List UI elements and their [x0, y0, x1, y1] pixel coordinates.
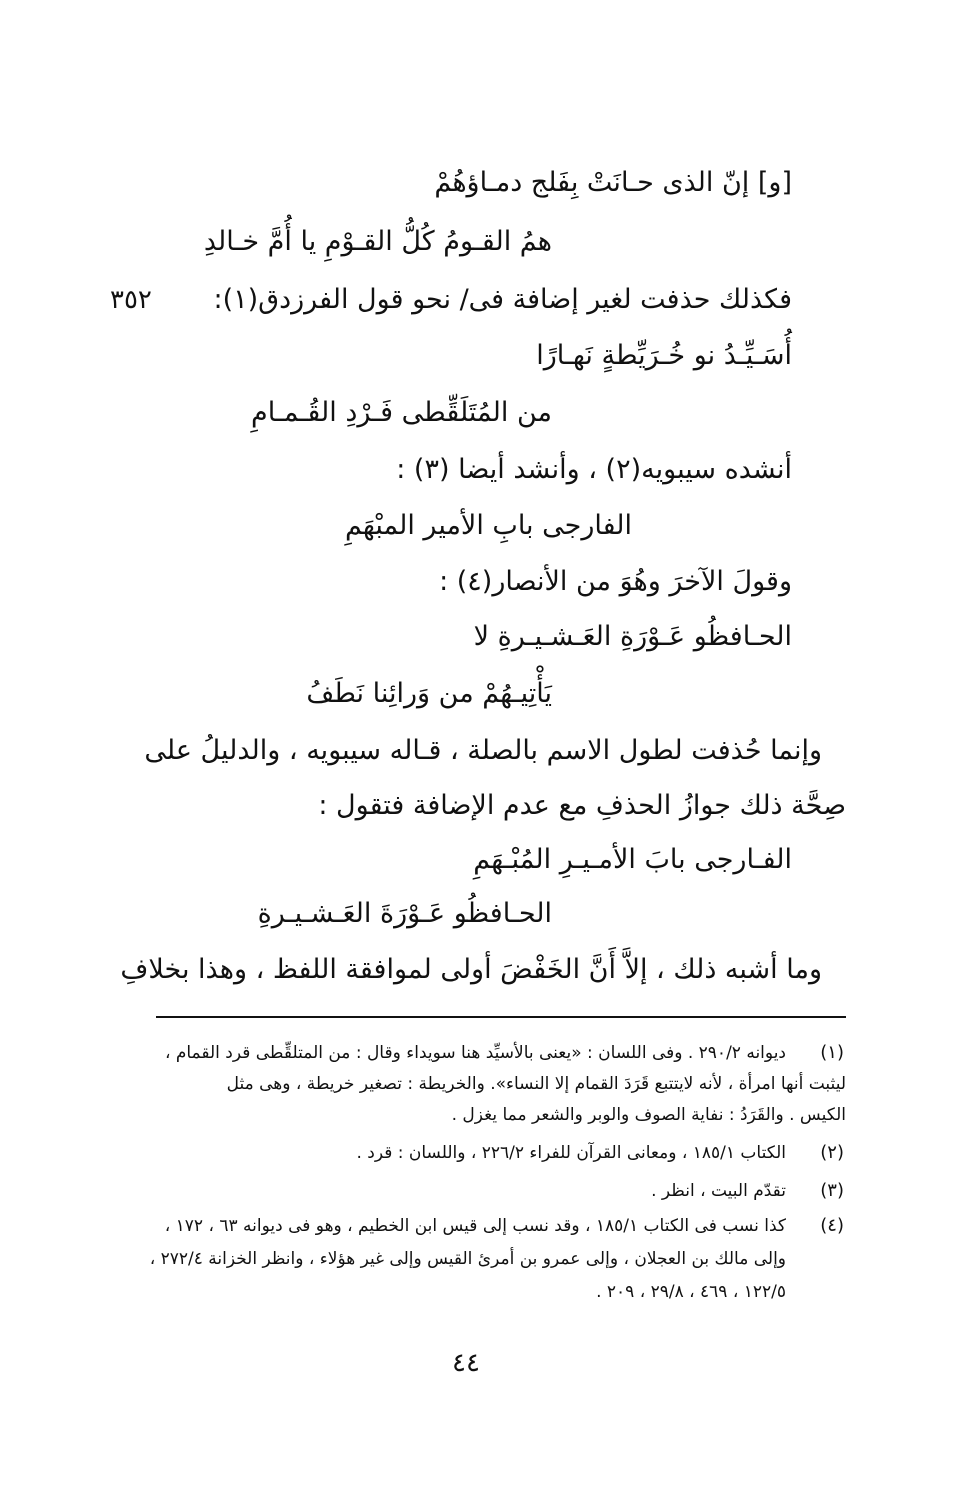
verse-line: أُسَـيِّـدُ نو خُـرَيِّطةٍ نَهـارًا [536, 340, 792, 371]
verse-line: الحـافظُو عَـوْرَةِ العَـشـيـرةِ لا [473, 621, 792, 652]
page-number: ٤٤ [452, 1348, 480, 1378]
verse-line: من المُتَلَقِّطى فَـرْدِ القُـمـامِ [251, 397, 552, 428]
prose-line: أنشده سيبويه(٢) ، وأنشد أيضا (٣) : [396, 454, 792, 485]
footnote-line: وإلى مالك بن العجلان ، وإلى عمرو بن أمرئ القيس وإلى غير هؤلاء ، وانظر الخزانة ٢٧٢/٤ ، [149, 1249, 786, 1269]
footnote-number: (٤) [820, 1215, 844, 1236]
verse-line: الحـافظُو عَـوْرَةَ العَـشـيـرةِ [257, 898, 552, 929]
footnote-line: تقدّم البيت ، انظر . [651, 1181, 786, 1201]
footnote-line: الكتاب ١٨٥/١ ، ومعانى القرآن للفراء ٢٢٦/٢ ، واللسان : قرد . [356, 1143, 786, 1163]
prose-line: وما أشبه ذلك ، إلاَّ أَنَّ الخَفْضَ أولى لموافقة اللفظ ، وهذا بخلافِ [120, 954, 822, 985]
footnote-number: (٣) [820, 1180, 844, 1201]
verse-line: الفارجى بابِ الأمير المبْهَمِ [344, 510, 632, 541]
margin-page-reference: ٣٥٢ [110, 285, 152, 315]
verse-line: همُ القـومُ كُلُّ القـوْمِ يا أُمَّ خـالدِ [203, 226, 552, 257]
footnote-number: (٢) [820, 1142, 844, 1163]
prose-line: فكذلك حذفت لغير إضافة فى/ نحو قول الفرزدق(١): [213, 284, 792, 315]
verse-line: [و] إنّ الذى حـانَتْ بِفَلج دمـاؤهُمْ [434, 167, 792, 198]
prose-line: صِحَّة ذلك جوازُ الحذفِ مع عدم الإضافة فتقول : [318, 790, 846, 821]
verse-line: يَأْتِيـهُمْ من وَرائِنا نَطَفُ [306, 678, 552, 709]
footnote-line: ليثبت أنها امرأة ، لأنه لايتتبع قَرَدَ القمام إلا النساء». والخريطة : تصغير خريطة ، وهى مثل [226, 1074, 846, 1094]
prose-line: وإنما حُذفت لطول الاسم بالصلة ، قـاله سيبويه ، والدليلُ على [144, 735, 822, 766]
footnote-line: ديوانه ٢٩٠/٢ . وفى اللسان : «يعنى بالأسيِّد هنا سويداء وقال : من المتلقِّطى قرد القمام ، [164, 1043, 786, 1063]
footnote-separator [156, 1016, 846, 1018]
footnote-line: كذا نسب فى الكتاب ١٨٥/١ ، وقد نسب إلى قيس ابن الخطيم ، وهو فى ديوانه ٦٣ ، ١٧٢ ، [164, 1216, 786, 1236]
footnote-line: ١٢٢/٥ ، ٤٦٩ ، ٢٩/٨ ، ٢٠٩ . [596, 1282, 786, 1302]
verse-line: الفـارجى بابَ الأمـيـرِ المُبْـهَمِ [473, 844, 792, 875]
footnote-line: الكيس . والقَرَدُ : نفاية الصوف والوبر والشعر مما يغزل . [451, 1105, 846, 1125]
footnote-number: (١) [820, 1042, 844, 1063]
prose-line: وقولَ الآخرَ وهُوَ من الأنصار(٤) : [439, 566, 792, 597]
